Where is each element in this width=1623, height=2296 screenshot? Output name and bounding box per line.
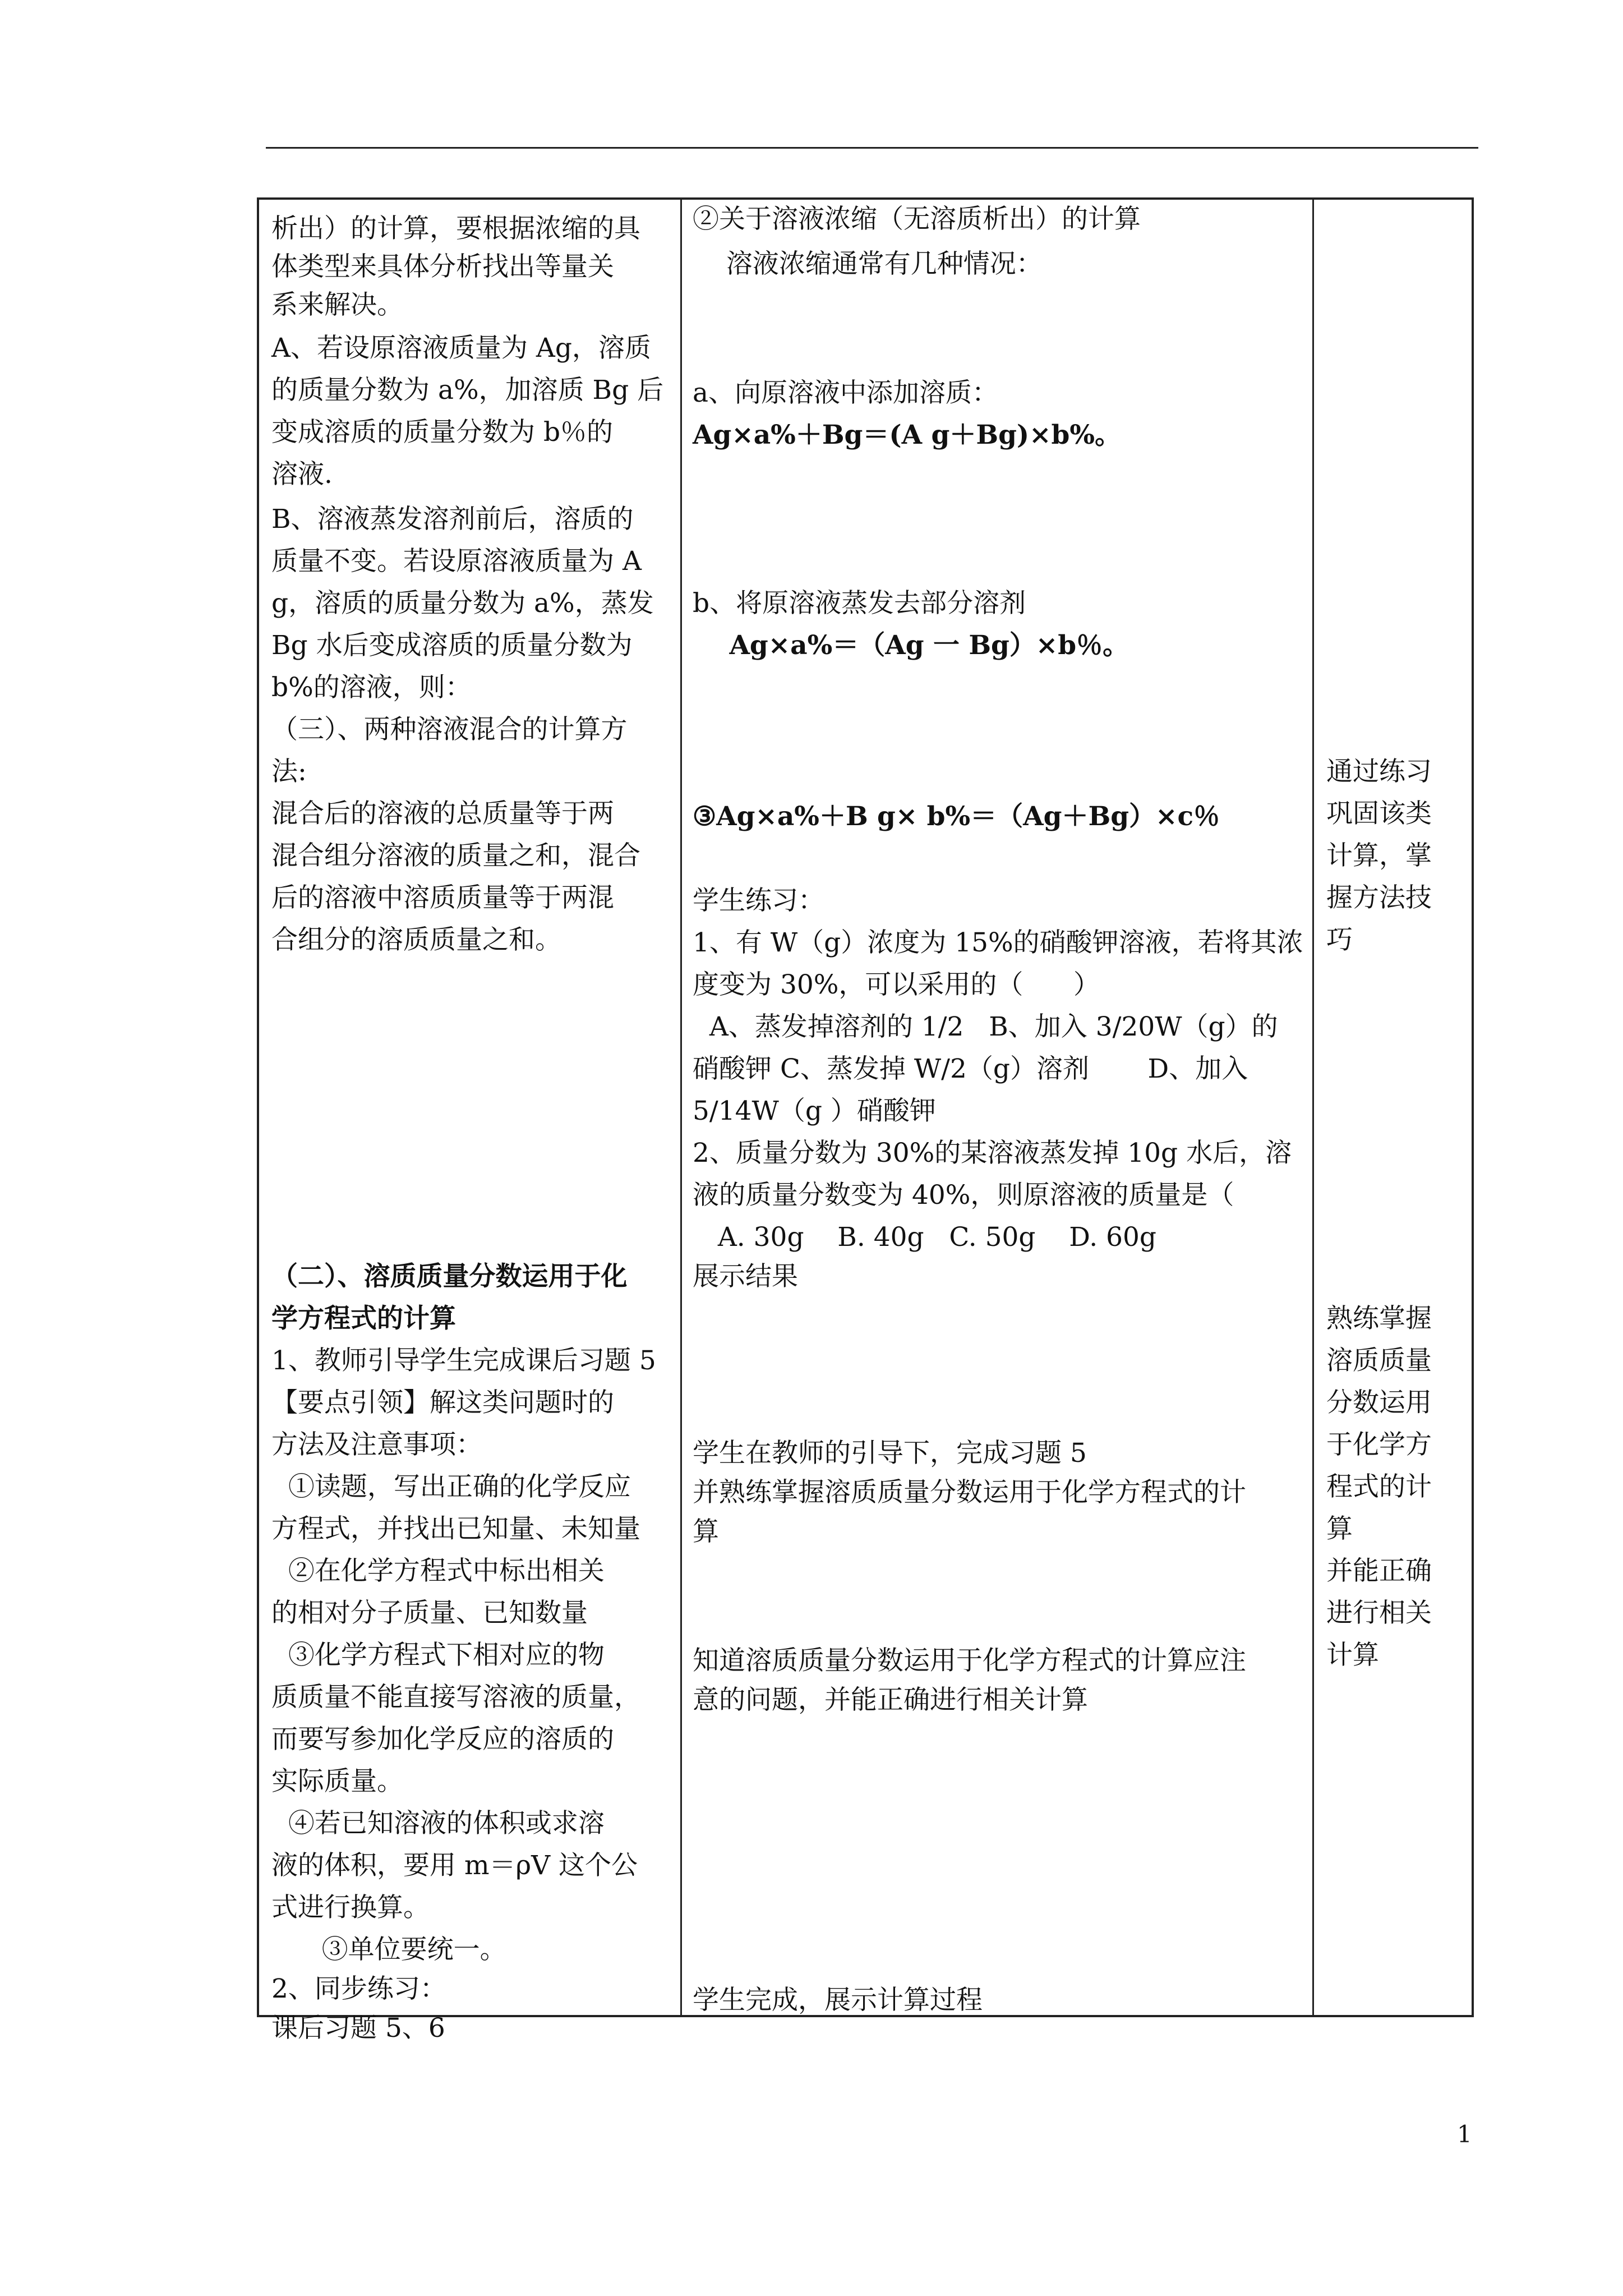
text-line: ②关于溶液浓缩（无溶质析出）的计算 xyxy=(693,204,1141,234)
text-line: Bg 水后变成溶质的质量分数为 xyxy=(271,630,633,661)
text-line: （三）、两种溶液混合的计算方 xyxy=(271,714,628,745)
text-line: 通过练习 xyxy=(1326,756,1432,787)
text-line: 方法及注意事项： xyxy=(271,1429,482,1460)
text-line: 硝酸钾 C、蒸发掉 W/2（g）溶剂 D、加入 xyxy=(693,1053,1248,1084)
text-line: 溶液浓缩通常有几种情况： xyxy=(693,249,1043,279)
text-line: A、蒸发掉溶剂的 1/2 B、加入 3/20W（g）的 xyxy=(693,1011,1278,1042)
text-line: 意的问题，并能正确进行相关计算 xyxy=(693,1685,1088,1715)
text-line: Ag×a%＋Bg＝(A g＋Bg)×b%。 xyxy=(693,420,1122,450)
text-line: 握方法技 xyxy=(1326,882,1432,913)
text-line: 实际质量。 xyxy=(271,1766,403,1797)
text-line: 后的溶液中溶质质量等于两混 xyxy=(271,882,614,913)
text-line: 度变为 30%，可以采用的（ ） xyxy=(693,969,1100,1000)
text-line: 1、教师引导学生完成课后习题 5 xyxy=(271,1345,656,1376)
text-line: 混合组分溶液的质量之和，混合 xyxy=(271,840,640,871)
text-line: 学生在教师的引导下，完成习题 5 xyxy=(693,1438,1087,1469)
text-line: A. 30g B. 40g C. 50g D. 60g xyxy=(693,1222,1157,1253)
text-line: 熟练掌握 xyxy=(1326,1303,1432,1334)
text-line: a、向原溶液中添加溶质： xyxy=(693,378,999,408)
text-line: 【要点引领】解这类问题时的 xyxy=(271,1387,614,1418)
text-line: 算 xyxy=(693,1516,719,1547)
text-line: 系来解决。 xyxy=(271,289,403,320)
text-line: 计算 xyxy=(1326,1640,1379,1671)
text-line: 的质量分数为 a%，加溶质 Bg 后 xyxy=(271,375,664,406)
text-line: ②在化学方程式中标出相关 xyxy=(271,1556,605,1586)
text-line: 2、同步练习： xyxy=(271,1973,446,2004)
text-line: 巧 xyxy=(1326,924,1353,955)
text-line: 变成溶质的质量分数为 b％的 xyxy=(271,417,614,448)
text-line: 的相对分子质量、已知数量 xyxy=(271,1598,588,1628)
text-line: ③单位要统一。 xyxy=(271,1934,506,1965)
text-line: 析出）的计算，要根据浓缩的具 xyxy=(271,213,640,244)
text-line: ①读题，写出正确的化学反应 xyxy=(271,1471,631,1502)
text-line: 质质量不能直接写溶液的质量， xyxy=(271,1682,640,1713)
text-line: 式进行换算。 xyxy=(271,1892,430,1923)
text-line: A、若设原溶液质量为 Ag，溶质 xyxy=(271,333,651,364)
text-line: 程式的计 xyxy=(1326,1471,1432,1502)
text-line: 溶质质量 xyxy=(1326,1345,1432,1376)
text-line: 并熟练掌握溶质质量分数运用于化学方程式的计 xyxy=(693,1477,1246,1508)
text-line: 液的体积，要用 m＝ρV 这个公 xyxy=(271,1850,638,1881)
text-line: 方程式，并找出已知量、未知量 xyxy=(271,1513,640,1544)
text-line: 而要写参加化学反应的溶质的 xyxy=(271,1724,614,1755)
text-line: 5/14W（g ）硝酸钾 xyxy=(693,1096,936,1126)
text-line: 质量不变。若设原溶液质量为 A xyxy=(271,546,642,577)
text-line: Ag×a%＝（Ag 一 Bg）×b％。 xyxy=(693,630,1129,661)
header-rule xyxy=(266,147,1478,149)
text-line: B、溶液蒸发溶剂前后，溶质的 xyxy=(271,504,634,535)
text-line: 法: xyxy=(271,756,307,787)
text-line: 混合后的溶液的总质量等于两 xyxy=(271,798,614,829)
text-line: 进行相关 xyxy=(1326,1598,1432,1628)
text-line: 课后习题 5、6 xyxy=(271,2013,445,2044)
text-line: 溶液. xyxy=(271,459,333,490)
text-line: 算 xyxy=(1326,1513,1353,1544)
text-line: 并能正确 xyxy=(1326,1556,1432,1586)
column-divider-1 xyxy=(680,197,682,2017)
text-line: （二）、溶质质量分数运用于化 xyxy=(271,1261,628,1292)
column-divider-2 xyxy=(1312,197,1314,2017)
text-line: 分数运用 xyxy=(1326,1387,1432,1418)
text-line: ④若已知溶液的体积或求溶 xyxy=(271,1808,605,1839)
text-line: 合组分的溶质质量之和。 xyxy=(271,924,561,955)
text-line: b%的溶液，则： xyxy=(271,672,472,703)
text-line: 计算，掌 xyxy=(1326,840,1432,871)
text-line: 液的质量分数变为 40%，则原溶液的质量是（ xyxy=(693,1180,1234,1211)
text-line: 学生练习： xyxy=(693,885,824,916)
text-line: 知道溶质质量分数运用于化学方程式的计算应注 xyxy=(693,1645,1246,1676)
text-line: ③化学方程式下相对应的物 xyxy=(271,1640,605,1671)
text-line: 1、有 W（g）浓度为 15%的硝酸钾溶液，若将其浓 xyxy=(693,927,1303,958)
text-line: 学生完成，展示计算过程 xyxy=(693,1985,983,2016)
text-line: b、将原溶液蒸发去部分溶剂 xyxy=(693,588,1026,619)
text-line: 体类型来具体分析找出等量关 xyxy=(271,251,614,282)
text-line: 巩固该类 xyxy=(1326,798,1432,829)
text-line: 学方程式的计算 xyxy=(271,1303,456,1334)
text-line: 于化学方 xyxy=(1326,1429,1432,1460)
page-number: 1 xyxy=(1457,2120,1472,2148)
text-line: 2、质量分数为 30%的某溶液蒸发掉 10g 水后，溶 xyxy=(693,1138,1292,1168)
text-line: ③Ag×a%＋B g× b%＝（Ag＋Bg）×c％ xyxy=(693,801,1220,832)
text-line: 展示结果 xyxy=(693,1261,798,1292)
text-line: g，溶质的质量分数为 a%，蒸发 xyxy=(271,588,654,619)
